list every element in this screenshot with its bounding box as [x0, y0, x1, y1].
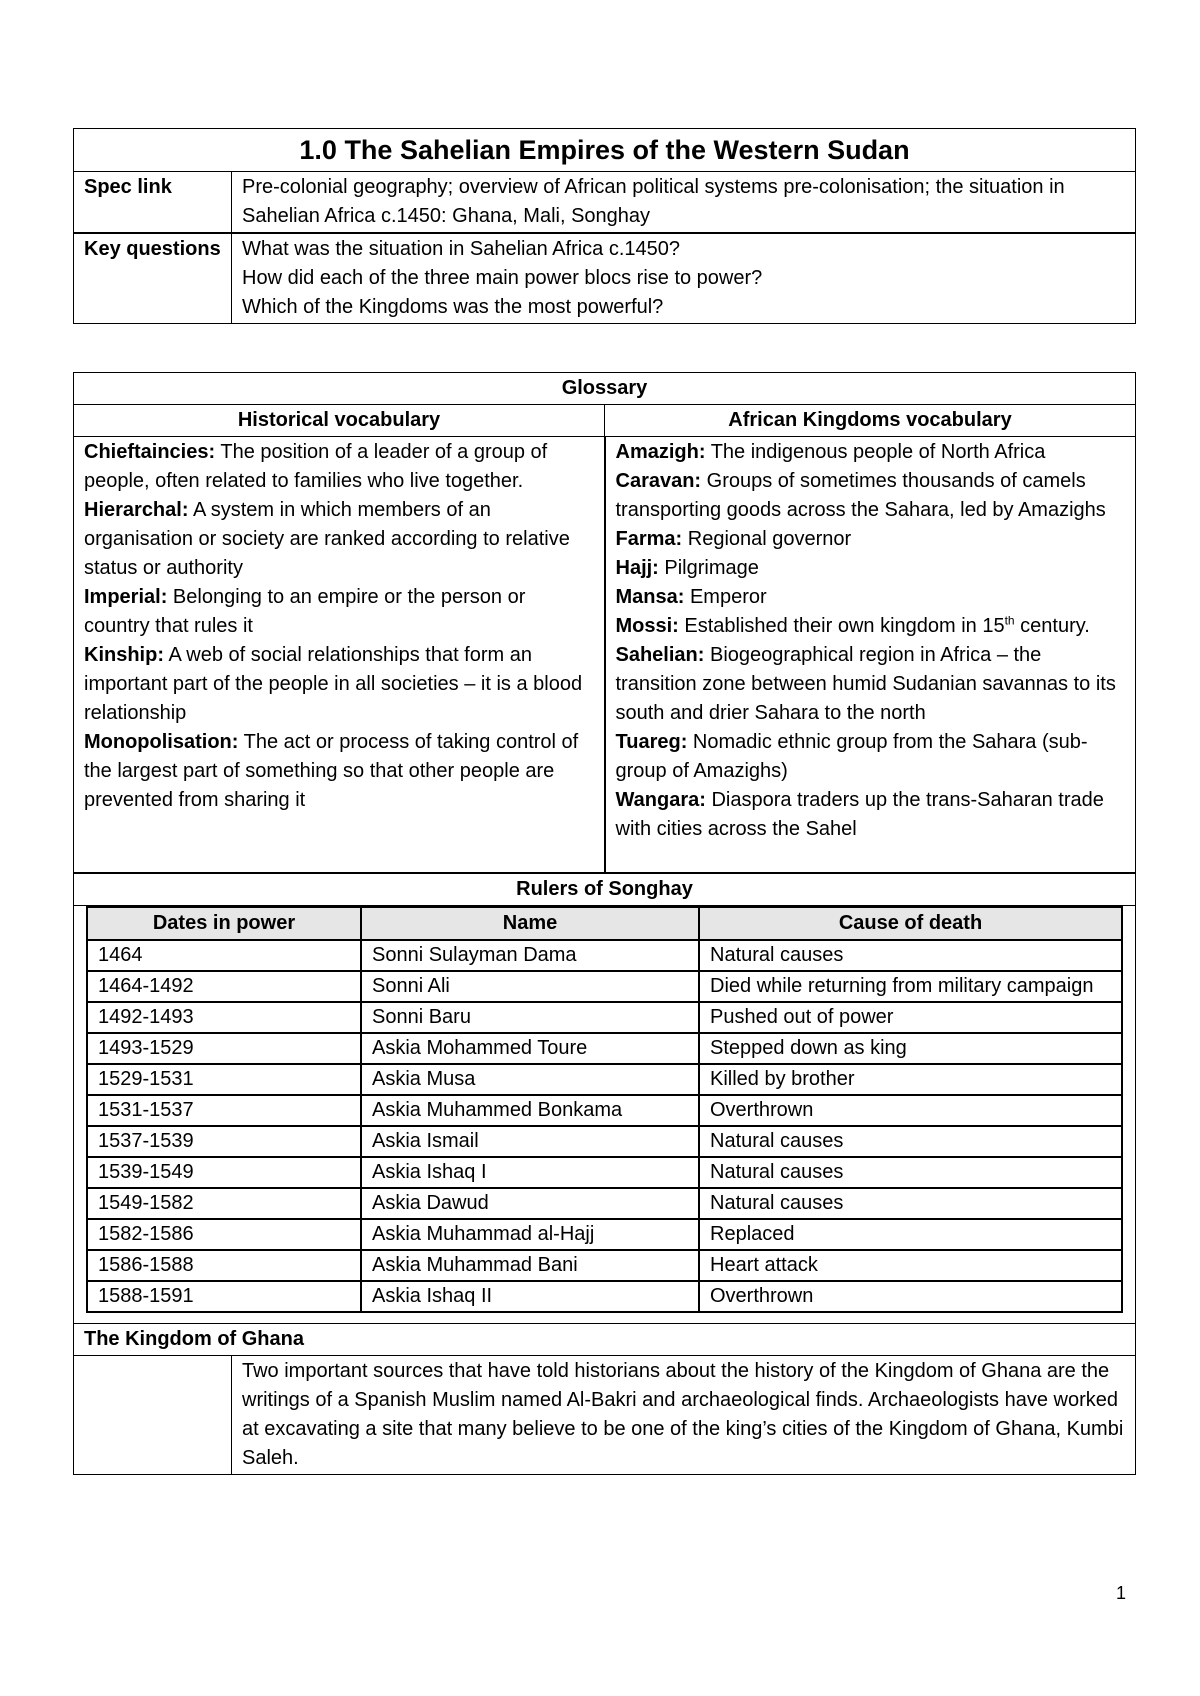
name-cell: Askia Mohammed Toure: [361, 1033, 699, 1064]
dates-cell: 1529-1531: [87, 1064, 361, 1095]
dates-cell: 1539-1549: [87, 1157, 361, 1188]
spec-link-text: Pre-colonial geography; overview of African political systems pre-colonisation; the situation in Sahelian Africa c.1450: Ghana, Mali, Songhay: [232, 172, 1136, 234]
cause-cell: Natural causes: [699, 1157, 1122, 1188]
kingdom-of-ghana-title: The Kingdom of Ghana: [74, 1324, 1136, 1356]
name-cell: Sonni Sulayman Dama: [361, 940, 699, 971]
rulers-of-songhay-title: Rulers of Songhay: [74, 873, 1136, 906]
glossary-entry: Mossi: Established their own kingdom in 15th century.: [615, 613, 1090, 637]
cause-cell: Killed by brother: [699, 1064, 1122, 1095]
table-row: [87, 971, 1122, 1002]
table-row: [87, 1064, 1122, 1095]
name-cell: Sonni Baru: [361, 1002, 699, 1033]
rulers-table-container: [74, 906, 1136, 1324]
cause-cell: Died while returning from military campaign: [699, 971, 1122, 1002]
key-question: What was the situation in Sahelian Africa c.1450?: [242, 238, 681, 260]
glossary-entry: Sahelian: Biogeographical region in Africa – the transition zone between humid Sudanian savannas to its south and drier Sahara to the north: [615, 644, 1116, 724]
dates-cell: 1464: [87, 940, 361, 971]
column-header-cause-of-death: Cause of death: [699, 907, 1122, 940]
dates-cell: 1586-1588: [87, 1250, 361, 1281]
glossary-entry: Amazigh: The indigenous people of North Africa: [615, 441, 1046, 463]
glossary-entry: Wangara: Diaspora traders up the trans-Saharan trade with cities across the Sahel: [615, 789, 1104, 840]
historical-vocabulary-list: [74, 437, 605, 874]
cause-cell: Natural causes: [699, 1126, 1122, 1157]
african-kingdoms-vocabulary-heading: African Kingdoms vocabulary: [605, 405, 1136, 437]
dates-cell: 1464-1492: [87, 971, 361, 1002]
name-cell: Askia Ishaq I: [361, 1157, 699, 1188]
glossary-table: [73, 372, 1136, 1356]
cause-cell: Overthrown: [699, 1281, 1122, 1312]
spec-link-label: Spec link: [74, 172, 232, 234]
glossary-entry: Tuareg: Nomadic ethnic group from the Sahara (sub-group of Amazighs): [615, 731, 1088, 782]
rulers-table-body: [87, 940, 1122, 1312]
glossary-title: Glossary: [74, 373, 1136, 405]
glossary-entry: Kinship: A web of social relationships that form an important part of the people in all societies – it is a blood relationship: [84, 644, 583, 724]
glossary-entry: Mansa: Emperor: [615, 586, 767, 608]
glossary-entry: Imperial: Belonging to an empire or the person or country that rules it: [84, 586, 526, 637]
african-kingdoms-vocabulary-list: [605, 437, 1136, 874]
dates-cell: 1493-1529: [87, 1033, 361, 1064]
document-page: [73, 128, 1136, 1475]
dates-cell: 1588-1591: [87, 1281, 361, 1312]
key-question: How did each of the three main power blocs rise to power?: [242, 267, 763, 289]
glossary-entry: Monopolisation: The act or process of taking control of the largest part of something so that other people are prevented from sharing it: [84, 731, 579, 811]
dates-cell: 1549-1582: [87, 1188, 361, 1219]
key-questions-label: Key questions: [74, 233, 232, 324]
glossary-entry: Hierarchal: A system in which members of an organisation or society are ranked according to relative status or authority: [84, 499, 570, 579]
dates-cell: 1492-1493: [87, 1002, 361, 1033]
name-cell: Askia Musa: [361, 1064, 699, 1095]
table-row: [87, 1157, 1122, 1188]
glossary-entry: Farma: Regional governor: [615, 528, 852, 550]
column-header-name: Name: [361, 907, 699, 940]
cause-cell: Stepped down as king: [699, 1033, 1122, 1064]
glossary-entry: Chieftaincies: The position of a leader of a group of people, often related to families who live together.: [84, 441, 548, 492]
header-table: [73, 128, 1136, 324]
cause-cell: Natural causes: [699, 1188, 1122, 1219]
table-row: [87, 1219, 1122, 1250]
table-row: [87, 1126, 1122, 1157]
cause-cell: Replaced: [699, 1219, 1122, 1250]
cause-cell: Heart attack: [699, 1250, 1122, 1281]
name-cell: Askia Ismail: [361, 1126, 699, 1157]
table-row: [87, 1250, 1122, 1281]
dates-cell: 1537-1539: [87, 1126, 361, 1157]
column-header-dates: Dates in power: [87, 907, 361, 940]
name-cell: Askia Dawud: [361, 1188, 699, 1219]
table-row: [87, 1033, 1122, 1064]
key-question: Which of the Kingdoms was the most powerful?: [242, 296, 664, 318]
table-row: [87, 940, 1122, 971]
glossary-entry: Hajj: Pilgrimage: [615, 557, 759, 579]
name-cell: Askia Muhammad Bani: [361, 1250, 699, 1281]
table-row: [87, 1188, 1122, 1219]
glossary-entry: Caravan: Groups of sometimes thousands of camels transporting goods across the Sahara, led by Amazighs: [615, 470, 1106, 521]
historical-vocabulary-heading: Historical vocabulary: [74, 405, 605, 437]
table-row: [87, 1281, 1122, 1312]
cause-cell: Overthrown: [699, 1095, 1122, 1126]
rulers-table: [86, 906, 1123, 1313]
table-row: [87, 1002, 1122, 1033]
name-cell: Askia Ishaq II: [361, 1281, 699, 1312]
name-cell: Sonni Ali: [361, 971, 699, 1002]
table-row: [87, 1095, 1122, 1126]
page-title: 1.0 The Sahelian Empires of the Western Sudan: [74, 129, 1136, 172]
dates-cell: 1531-1537: [87, 1095, 361, 1126]
ghana-blank-cell: [74, 1356, 232, 1475]
name-cell: Askia Muhammad al-Hajj: [361, 1219, 699, 1250]
cause-cell: Pushed out of power: [699, 1002, 1122, 1033]
dates-cell: 1582-1586: [87, 1219, 361, 1250]
page-number: 1: [1116, 1583, 1127, 1603]
ghana-text: Two important sources that have told historians about the history of the Kingdom of Ghana are the writings of a Spanish Muslim named Al-Bakri and archaeological finds. Archaeologists have worked at excavating a site that many believe to be one of the king’s cities of the Kingdom of Ghana, Kumbi Saleh.: [232, 1356, 1136, 1475]
cause-cell: Natural causes: [699, 940, 1122, 971]
name-cell: Askia Muhammed Bonkama: [361, 1095, 699, 1126]
ghana-table: [73, 1356, 1136, 1475]
key-questions-list: [232, 233, 1136, 324]
